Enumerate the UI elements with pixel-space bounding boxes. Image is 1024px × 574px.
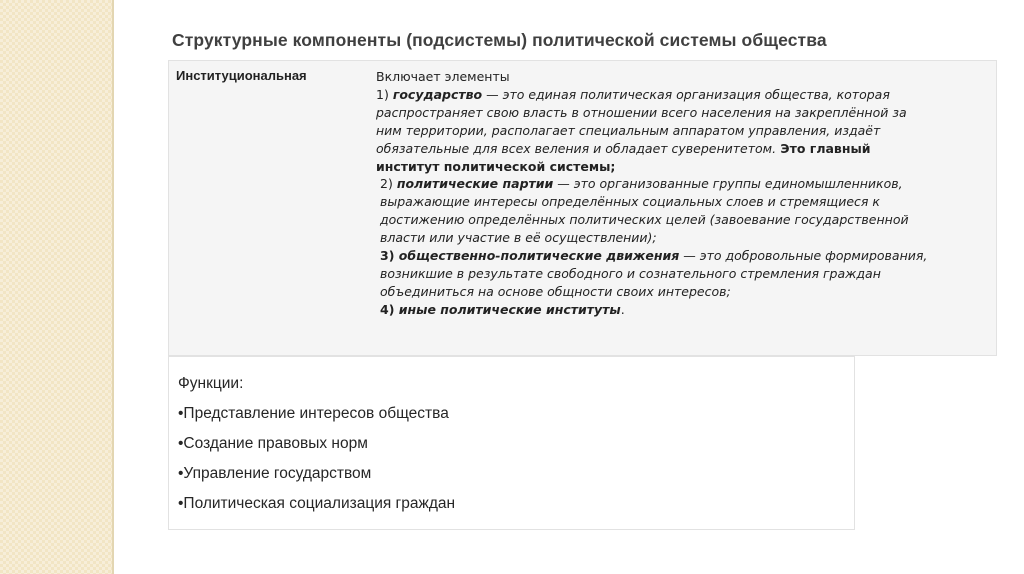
item-other-term: иные политические институты (398, 301, 621, 317)
item-parties: 2) политические партии — это организованные группы единомышленников, (380, 176, 903, 192)
intro-text: Включает элементы (376, 69, 510, 84)
item-state-term: государство (392, 86, 483, 102)
item-other-number: 4) (380, 301, 399, 317)
page-title: Структурные компоненты (подсистемы) политической системы общества (172, 30, 827, 50)
item-state-number: 1) (376, 86, 393, 102)
item-state-line: обязательные для всех веления и обладает суверенитетом. (376, 140, 777, 156)
item-parties-line: достижению определённых политических целей (завоевание государственной (380, 212, 909, 228)
side-band-edge (112, 0, 114, 574)
item-movements-line: объединиться на основе общности своих интересов; (380, 283, 731, 299)
side-decorative-band (0, 0, 112, 574)
functions-heading: Функции: (178, 375, 244, 392)
item-parties-line: власти или участие в её осуществлении); (380, 230, 657, 246)
item-state: 1) государство — это единая политическая организация общества, которая (376, 86, 890, 102)
item-state-line: это единая политическая организация общества, которая (502, 86, 890, 102)
table-left-cell-label: Институциональная (176, 68, 307, 83)
item-state-bold: институт политической системы; (376, 158, 616, 174)
item-state-bold: Это главный (776, 140, 871, 156)
item-movements: 3) общественно-политические движения — это добровольные формирования, (380, 248, 928, 264)
item-movements-term: общественно-политические движения (398, 248, 680, 264)
function-item: •Создание правовых норм (178, 435, 368, 452)
item-state-line: ним территории, располагает специальным аппаратом управления, издаёт (376, 122, 881, 138)
function-item: •Политическая социализация граждан (178, 495, 456, 512)
functions-list (178, 372, 455, 522)
item-other-institutions: 4) иные политические институты. (380, 301, 625, 317)
item-movements-line: возникшие в результате свободного и сознательного стремления граждан (380, 265, 881, 281)
item-state-line: распространяет свою власть в отношении всего населения на закреплённой за (376, 104, 907, 120)
item-parties-number: 2) (380, 176, 397, 192)
function-item: •Представление интересов общества (178, 405, 449, 422)
table-right-cell (376, 68, 988, 319)
item-parties-term: политические партии (396, 176, 554, 192)
item-parties-line: выражающие интересы определённых социальных слоев и стремящиеся к (380, 194, 880, 210)
function-item: •Управление государством (178, 465, 372, 482)
item-movements-number: 3) (380, 248, 399, 264)
